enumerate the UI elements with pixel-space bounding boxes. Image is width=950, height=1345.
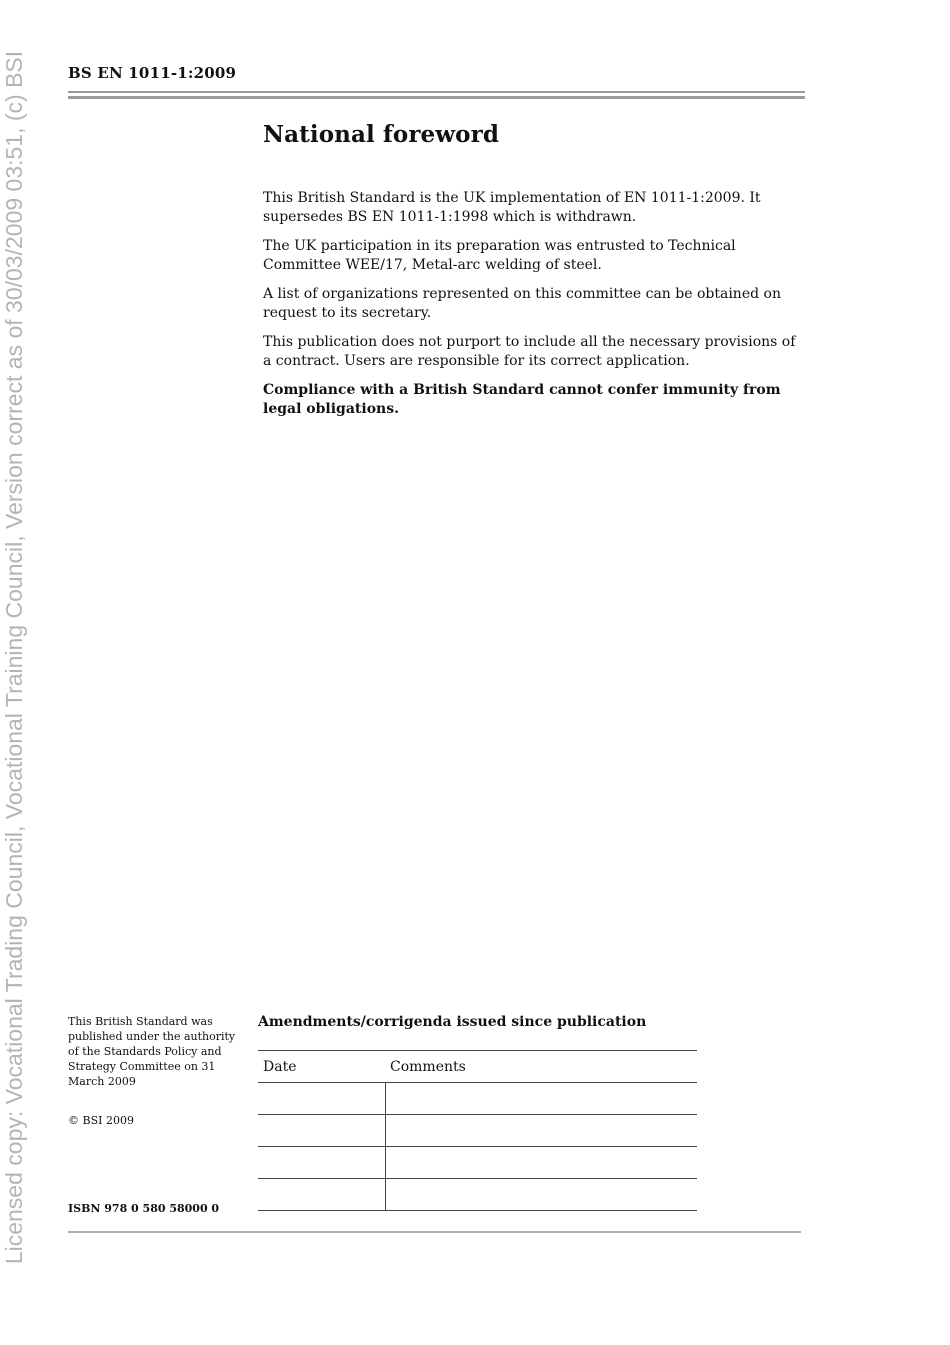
amendments-table	[258, 1050, 697, 1211]
document-id: BS EN 1011-1:2009	[68, 64, 237, 82]
paragraph: The UK participation in its preparation was entrusted to Technical Committee WEE/17, Metal-arc welding of steel.	[263, 238, 736, 273]
comments-cell	[385, 1179, 697, 1211]
table-row	[258, 1147, 697, 1179]
date-cell	[258, 1115, 385, 1147]
copyright-notice: © BSI 2009	[68, 1114, 134, 1127]
column-header-comments: Comments	[385, 1051, 697, 1083]
table-row	[258, 1115, 697, 1147]
license-watermark: Licensed copy: Vocational Trading Council, Vocational Training Council, Version correct as of 30/03/2009 03:51, (c) BSI	[1, 50, 27, 1265]
header-divider	[68, 91, 805, 99]
date-cell	[258, 1083, 385, 1115]
table-header-row	[258, 1051, 697, 1083]
page-title: National foreword	[263, 121, 500, 148]
imprint-text: This British Standard was published under the authority of the Standards Policy and Strategy Committee on 31 March 2009	[68, 1015, 236, 1088]
amendments-heading: Amendments/corrigenda issued since publication	[258, 1014, 647, 1030]
date-cell	[258, 1179, 385, 1211]
paragraph: A list of organizations represented on this committee can be obtained on request to its secretary.	[263, 286, 781, 321]
footer-divider	[68, 1231, 801, 1233]
paragraph: This British Standard is the UK implementation of EN 1011-1:2009. It supersedes BS EN 1011-1:1998 which is withdrawn.	[263, 190, 761, 225]
table-row	[258, 1083, 697, 1115]
comments-cell	[385, 1147, 697, 1179]
publication-imprint	[68, 1014, 238, 1089]
foreword-body	[263, 189, 803, 429]
paragraph: This publication does not purport to include all the necessary provisions of a contract. Users are responsible for its correct application.	[263, 334, 796, 369]
column-header-date: Date	[258, 1051, 385, 1083]
comments-cell	[385, 1083, 697, 1115]
date-cell	[258, 1147, 385, 1179]
isbn: ISBN 978 0 580 58000 0	[68, 1202, 220, 1215]
legal-disclaimer: Compliance with a British Standard cannot confer immunity from legal obligations.	[263, 382, 781, 417]
comments-cell	[385, 1115, 697, 1147]
table-row	[258, 1179, 697, 1211]
